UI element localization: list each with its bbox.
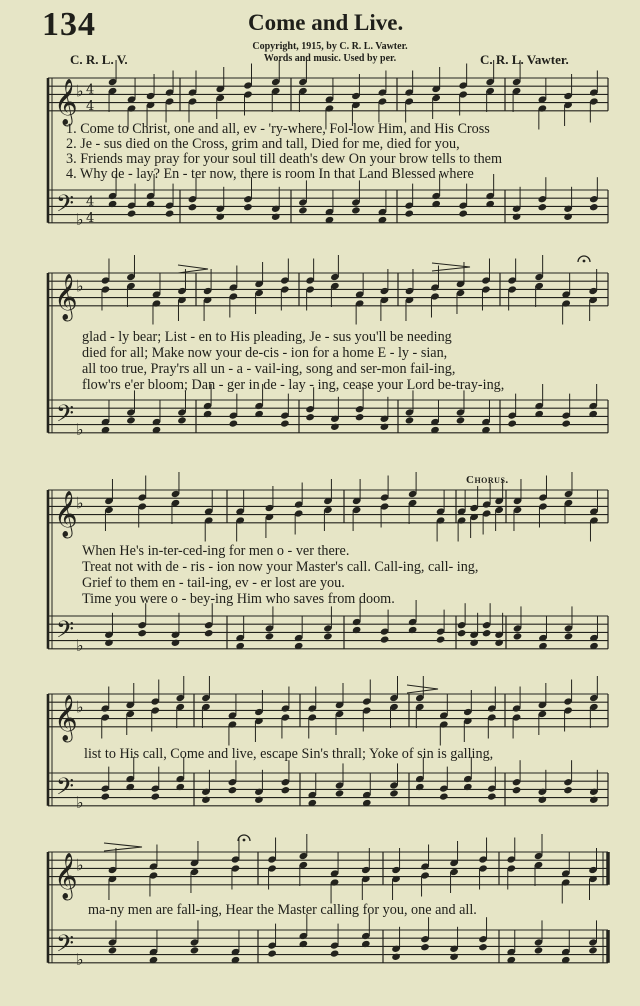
hymn-number: 134 <box>42 6 96 43</box>
time-signature-top: 4 <box>86 82 95 98</box>
note-head <box>126 416 136 424</box>
note-head <box>265 632 275 640</box>
lyric-line: When He's in-ter-ced-ing for men o - ver there. <box>82 543 350 559</box>
note-head <box>538 796 548 804</box>
note-head <box>439 792 449 800</box>
lyric-line: Time you were o - bey-ing Him who saves from doom. <box>82 591 395 607</box>
flat-key-signature-icon: ♭ <box>76 209 84 229</box>
note-head <box>280 419 290 427</box>
lyric-line: glad - ly bear; List - en to His pleading, Je - sus you'll be needing <box>82 329 452 345</box>
note-head <box>513 632 523 640</box>
treble-clef-icon: 𝄞 <box>54 273 78 320</box>
note-head <box>271 213 281 221</box>
flat-key-signature-icon: ♭ <box>76 949 84 969</box>
bass-clef-icon: 𝄢 <box>56 772 75 806</box>
chorus-label: Chorus. <box>466 474 509 486</box>
note-head <box>100 792 110 800</box>
note-head <box>165 209 175 217</box>
note-head <box>589 203 599 211</box>
note-head <box>127 209 137 217</box>
note-head <box>281 786 291 794</box>
flat-key-signature-icon: ♭ <box>76 855 84 875</box>
note-head <box>104 639 114 647</box>
note-head <box>487 792 497 800</box>
bass-clef-icon: 𝄢 <box>56 399 75 433</box>
note-head <box>404 209 414 217</box>
lyric-line: all too true, Pray'rs all un - a - vail-ing, song and ser-mon fail-ing, <box>82 361 456 377</box>
note-head <box>457 629 467 637</box>
note-head <box>456 416 466 424</box>
note-head <box>323 632 333 640</box>
note-head <box>561 419 571 427</box>
bass-clef-icon: 𝄢 <box>56 929 75 963</box>
note-head <box>469 639 479 647</box>
flat-key-signature-icon: ♭ <box>76 419 84 439</box>
treble-clef-icon: 𝄞 <box>54 852 78 899</box>
note-head <box>458 209 468 217</box>
note-head <box>420 943 430 951</box>
note-head <box>108 946 118 954</box>
accent-hairpin <box>104 843 142 851</box>
note-head <box>177 416 187 424</box>
note-head <box>512 786 522 794</box>
composer-credit: C. R. L. Vawter. <box>480 52 569 67</box>
note-head <box>204 629 214 637</box>
accent-hairpin <box>178 265 208 273</box>
time-signature-bottom: 4 <box>86 98 95 114</box>
bass-clef-icon: 𝄢 <box>56 615 75 649</box>
flat-key-signature-icon: ♭ <box>76 792 84 812</box>
treble-clef-icon: 𝄞 <box>54 694 78 741</box>
note-head <box>494 639 504 647</box>
flat-key-signature-icon: ♭ <box>76 493 84 513</box>
lyric-line: died for all; Make now your de-cis - ion for a home E - ly - sian, <box>82 345 448 361</box>
flat-key-signature-icon: ♭ <box>76 276 84 296</box>
note-head <box>298 206 308 214</box>
lyricist-credit: C. R. L. V. <box>70 52 128 67</box>
fermata-dot <box>583 260 586 263</box>
lyric-line: 1. Come to Christ, one and all, ev - 'ry-where, Fol-low Him, and His Cross <box>66 121 490 137</box>
fermata-dot <box>243 839 246 842</box>
note-head <box>391 953 401 961</box>
flat-key-signature-icon: ♭ <box>76 635 84 655</box>
time-signature-top: 4 <box>86 194 95 210</box>
note-head <box>335 789 345 797</box>
flat-key-signature-icon: ♭ <box>76 81 84 101</box>
note-head <box>436 635 446 643</box>
note-head <box>171 639 181 647</box>
note-head <box>563 786 573 794</box>
note-head <box>564 632 574 640</box>
note-head <box>380 635 390 643</box>
lyric-line: ma-ny men are fall-ing, Hear the Master calling for you, one and all. <box>88 902 477 918</box>
note-head <box>351 206 361 214</box>
note-head <box>512 213 522 221</box>
note-head <box>380 423 390 431</box>
lyric-line: list to His call, Come and live, escape Sin's thrall; Yoke of sin is galling, <box>84 746 494 762</box>
lyric-line: flow'rs e'er bloom; Dan - ger in de - lay - ing, cease your Lord be-tray-ing, <box>82 377 505 393</box>
note-head <box>305 413 315 421</box>
note-head <box>243 203 253 211</box>
lyric-line: Grief to them en - tail-ing, ev - er lost are you. <box>82 575 345 591</box>
note-head <box>355 413 365 421</box>
hymn-title: Come and Live. <box>248 10 404 35</box>
lyric-line: Treat not with de - ris - ion now your Master's call. Call-ing, call- ing, <box>82 559 479 575</box>
note-head <box>563 213 573 221</box>
note-head <box>254 796 264 804</box>
time-signature-bottom: 4 <box>86 210 95 226</box>
note-head <box>330 949 340 957</box>
note-head <box>507 419 517 427</box>
bass-clef-icon: 𝄢 <box>56 189 75 223</box>
note-head <box>201 796 211 804</box>
lyric-line: 4. Why de - lay? En - ter now, there is room In that Land Blessed where <box>66 166 474 182</box>
note-head <box>449 953 459 961</box>
treble-clef-icon: 𝄞 <box>54 78 78 125</box>
lyric-line: 2. Je - sus died on the Cross, grim and tall, Died for me, died for you, <box>66 136 460 152</box>
note-head <box>228 786 238 794</box>
note-head <box>534 946 544 954</box>
note-head <box>482 629 492 637</box>
treble-clef-icon: 𝄞 <box>54 490 78 537</box>
note-head <box>389 789 399 797</box>
permission-line: Words and music. Used by per. <box>263 53 397 64</box>
note-head <box>405 416 415 424</box>
lyric-line: 3. Friends may pray for your soul till death's dew On your brow tells to them <box>66 151 502 167</box>
note-head <box>229 419 239 427</box>
note-head <box>330 423 340 431</box>
accent-hairpin <box>407 685 438 693</box>
note-head <box>589 796 599 804</box>
note-head <box>267 949 277 957</box>
note-head <box>588 946 598 954</box>
note-head <box>215 213 225 221</box>
flat-key-signature-icon: ♭ <box>76 697 84 717</box>
note-head <box>150 792 160 800</box>
note-head <box>137 629 147 637</box>
copyright-line: Copyright, 1915, by C. R. L. Vawter. <box>252 41 408 52</box>
note-head <box>190 946 200 954</box>
note-head <box>478 943 488 951</box>
note-head <box>188 203 198 211</box>
note-head <box>538 203 548 211</box>
